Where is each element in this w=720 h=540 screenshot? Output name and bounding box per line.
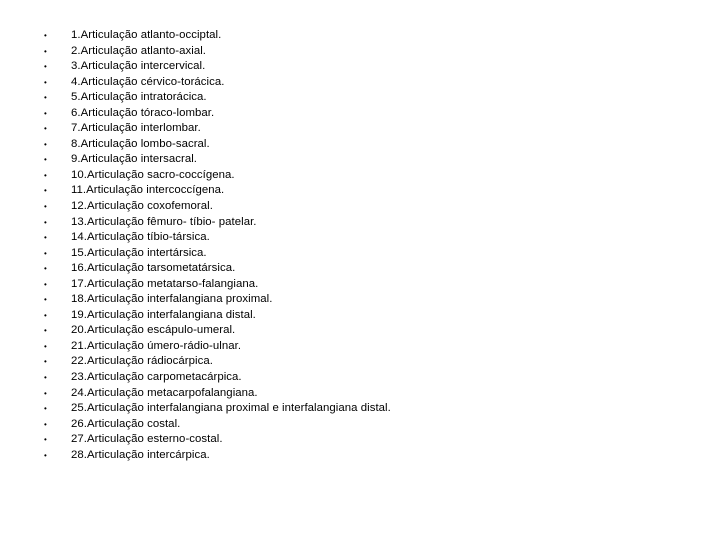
list-item xyxy=(44,121,391,137)
list-item xyxy=(44,168,391,184)
bullet-icon: • xyxy=(44,62,47,72)
bullet-icon: • xyxy=(44,419,47,429)
bullet-icon: • xyxy=(44,279,47,289)
list-item xyxy=(44,28,391,44)
list-item xyxy=(44,44,391,60)
bullet-icon: • xyxy=(44,124,47,134)
list-item xyxy=(44,277,391,293)
list-item-text: 16.Articulação tarsometatársica. xyxy=(71,262,236,275)
list-item-text: 12.Articulação coxofemoral. xyxy=(71,200,213,213)
bullet-icon: • xyxy=(44,326,47,336)
list-item-text: 1.Articulação atlanto-occiptal. xyxy=(71,29,222,41)
list-item-text: 4.Articulação cérvico-torácica. xyxy=(71,75,225,88)
bullet-icon: • xyxy=(44,404,47,414)
bullet-icon: • xyxy=(44,186,47,196)
list-item xyxy=(44,261,391,277)
list-item-text: 6.Articulação tóraco-lombar. xyxy=(71,106,215,119)
list-item xyxy=(44,386,391,402)
list-item xyxy=(44,401,391,417)
list-item xyxy=(44,215,391,231)
bullet-icon: • xyxy=(44,264,47,274)
list-item-text: 23.Articulação carpometacárpica. xyxy=(71,371,242,384)
list-item-text: 20.Articulação escápulo-umeral. xyxy=(71,324,236,337)
list-item xyxy=(44,432,391,448)
list-item xyxy=(44,230,391,246)
list-item xyxy=(44,292,391,308)
bullet-icon: • xyxy=(44,31,47,40)
list-item xyxy=(44,152,391,168)
list-item-text: 26.Articulação costal. xyxy=(71,417,181,430)
joint-list xyxy=(44,28,391,463)
list-item-text: 27.Articulação esterno-costal. xyxy=(71,433,223,446)
bullet-icon: • xyxy=(44,217,47,227)
list-item xyxy=(44,448,391,464)
bullet-icon: • xyxy=(44,93,47,103)
bullet-icon: • xyxy=(44,248,47,258)
list-item-text: 3.Articulação intercervical. xyxy=(71,60,206,73)
list-item xyxy=(44,417,391,433)
list-item xyxy=(44,308,391,324)
list-item xyxy=(44,106,391,122)
list-item xyxy=(44,370,391,386)
list-item-text: 2.Articulação atlanto-axial. xyxy=(71,44,206,57)
list-item xyxy=(44,90,391,106)
bullet-icon: • xyxy=(44,295,47,305)
list-item-text: 5.Articulação intratorácica. xyxy=(71,91,207,104)
bullet-icon: • xyxy=(44,170,47,180)
list-item-text: 7.Articulação interlombar. xyxy=(71,122,201,135)
list-item-text: 13.Articulação fêmuro- tíbio- patelar. xyxy=(71,215,257,228)
list-item xyxy=(44,137,391,153)
list-item-text: 17.Articulação metatarso-falangiana. xyxy=(71,277,259,290)
list-item xyxy=(44,354,391,370)
list-item-text: 9.Articulação intersacral. xyxy=(71,153,198,166)
list-item-text: 15.Articulação intertársica. xyxy=(71,246,207,259)
list-item-text: 24.Articulação metacarpofalangiana. xyxy=(71,386,258,399)
list-item-text: 14.Articulação tíbio-társica. xyxy=(71,231,210,244)
bullet-icon: • xyxy=(44,108,47,118)
bullet-icon: • xyxy=(44,155,47,165)
bullet-icon: • xyxy=(44,233,47,243)
list-item-text: 22.Articulação rádiocárpica. xyxy=(71,355,213,368)
bullet-icon: • xyxy=(44,202,47,212)
bullet-icon: • xyxy=(44,388,47,398)
bullet-icon: • xyxy=(44,357,47,367)
bullet-icon: • xyxy=(44,46,47,56)
list-item xyxy=(44,339,391,355)
list-item-text: 19.Articulação interfalangiana distal. xyxy=(71,308,256,321)
list-item-text: 10.Articulação sacro-coccígena. xyxy=(71,168,235,181)
list-item-text: 8.Articulação lombo-sacral. xyxy=(71,137,210,150)
bullet-icon: • xyxy=(44,77,47,87)
list-item xyxy=(44,59,391,75)
list-item-text: 18.Articulação interfalangiana proximal. xyxy=(71,293,273,306)
list-item xyxy=(44,323,391,339)
bullet-icon: • xyxy=(44,450,47,460)
list-item-text: 25.Articulação interfalangiana proximal e interfalangiana distal. xyxy=(71,402,391,415)
bullet-icon: • xyxy=(44,373,47,383)
bullet-icon: • xyxy=(44,310,47,320)
list-item xyxy=(44,183,391,199)
list-item-text: 21.Articulação úmero-rádio-ulnar. xyxy=(71,339,242,352)
bullet-icon: • xyxy=(44,435,47,445)
bullet-icon: • xyxy=(44,341,47,351)
list-item xyxy=(44,199,391,215)
list-item-text: 28.Articulação intercárpica. xyxy=(71,448,210,461)
list-item xyxy=(44,75,391,91)
list-item-text: 11.Articulação intercoccígena. xyxy=(71,184,225,197)
bullet-icon: • xyxy=(44,139,47,149)
list-item xyxy=(44,246,391,262)
